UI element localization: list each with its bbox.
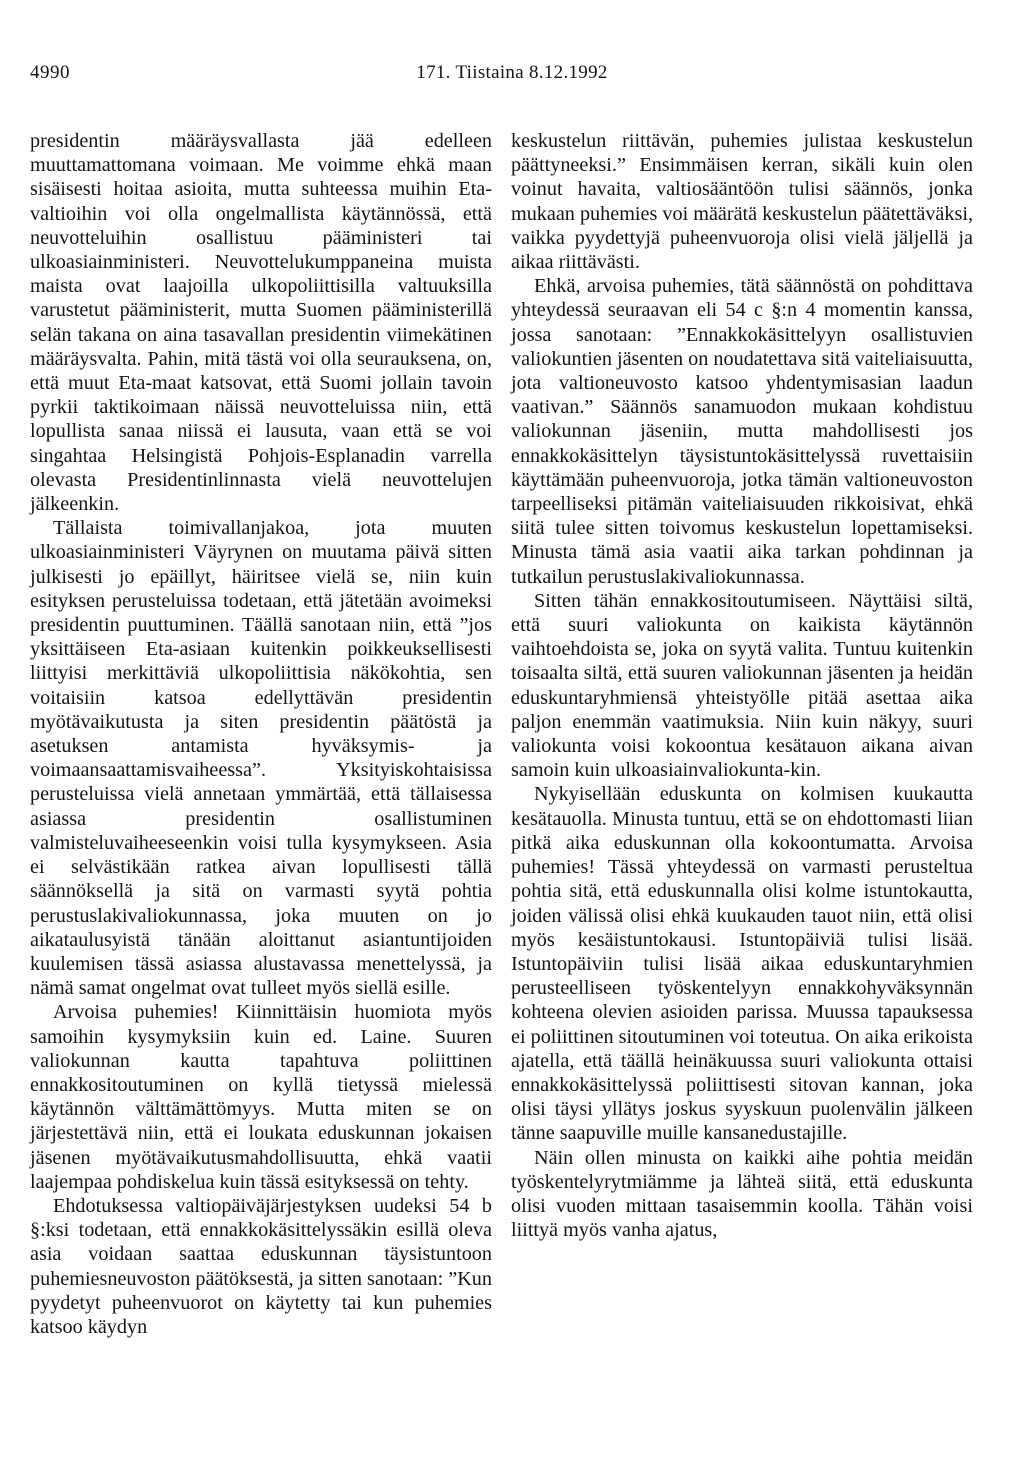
- paragraph: Sitten tähän ennakkositoutumiseen. Näyttäisi siltä, että suuri valiokunta on kaikista käytännön vaihtoehdoista se, joka on syytä valita. Tuntuu kuitenkin toisaalta siltä, että suuren valiokunnan jäsenten ja heidän eduskuntaryhmiensä yhteistyölle pitää asettaa aika paljon enemmän vaatimuksia. Niin kuin näkyy, suuri valiokunta voisi kokoontua kesätauon aikana aivan samoin kuin ulkoasiainvaliokunta-kin.: [511, 589, 973, 782]
- paragraph: Ehdotuksessa valtiopäiväjärjestyksen uudeksi 54 b §:ksi todetaan, että ennakkokäsittelyssäkin esillä oleva asia voidaan saattaa eduskunnan täysistuntoon puhemiesneuvoston päätöksestä, ja sitten sanotaan: ”Kun pyydetyt puheenvuorot on käytetty tai kun puhemies katsoo käydyn: [30, 1194, 492, 1338]
- paragraph: Nykyisellään eduskunta on kolmisen kuukautta kesätauolla. Minusta tuntuu, että se on ehdottomasti liian pitkä aika eduskunnan olla kokoontumatta. Arvoisa puhemies! Tässä yhteydessä on varmasti perusteltua pohtia sitä, että eduskunnalla olisi kolme istuntokautta, joiden välissä olisi ehkä kuukauden tauot niin, että olisi myös kesäistuntokausi. Istuntopäiviä tulisi lisää. Istuntopäiviin tulisi lisää aikaa eduskuntaryhmien perusteelliseen työskentelyyn ennakkohyväksynnän kohteena olevien asioiden parissa. Muussa tapauksessa ei poliittinen sitoutuminen voi toteutua. On aika erikoista ajatella, että täällä heinäkuussa suuri valiokunta ottaisi ennakkokäsittelyssä poliittisesti sitovan kannan, joka olisi täysi yllätys joskus syyskuun puolenvälin jälkeen tänne saapuville muille kansanedustajille.: [511, 783, 973, 1145]
- paragraph: keskustelun riittävän, puhemies julistaa keskustelun päättyneeksi.” Ensimmäisen kerran, sikäli kuin olen voinut havaita, valtiosääntöön tulisi säännös, jonka mukaan puhemies voi määrätä keskustelun päätettäväksi, vaikka pyydettyjä puheenvuoroja olisi vielä jäljellä ja aikaa riittävästi.: [511, 130, 973, 274]
- paragraph: Näin ollen minusta on kaikki aihe pohtia meidän työskentelyrytmiämme ja lähteä siitä, että eduskunta olisi vuoden mittaan tasaisemmin koolla. Tähän voisi liittyä myös vanha ajatus,: [511, 1146, 973, 1242]
- paragraph: Ehkä, arvoisa puhemies, tätä säännöstä on pohdittava yhteydessä seuraavan eli 54 c §:n 4 momentin kanssa, jossa sanotaan: ”Ennakkokäsittelyyn osallistuvien valiokuntien jäsenten on noudatettava sitä vaiteliaisuutta, jota valtioneuvosto katsoo yhdentymisasian laadun vaativan.” Säännös sanamuodon mukaan kohdistuu valiokunnan jäseniin, mutta mahdollisesti jos ennakkokäsittelyn täysistuntokäsittelyssä ruvettaisiin käyttämään puheenvuoroja, jotka tämän valtioneuvoston tarpeelliseksi pitämän vaiteliaisuuden rikkoisivat, ehkä siitä tulee sitten toivomus keskustelun lopettamiseksi. Minusta tämä asia vaatii aika tarkan pohdinnan ja tutkailun perustuslakivaliokunnassa.: [511, 275, 973, 588]
- paragraph: presidentin määräysvallasta jää edelleen muuttamattomana voimaan. Me voimme ehkä maan sisäisesti hoitaa asioita, mutta suhteessa muihin Eta-valtioihin voi olla ongelmallista käytännössä, että neuvotteluihin osallistuu pääministeri tai ulkoasiainministeri. Neuvottelukumppaneina muista maista ovat laajoilla ulkopoliittisilla valtuuksilla varustetut pääministerit, mutta Suomen pääministerillä selän takana on aina tasavallan presidentin viimekätinen määräysvalta. Pahin, mitä tästä voi olla seurauksena, on, että muut Eta-maat katsovat, että Suomi jollain tavoin pyrkii taktikoimaan näissä neuvotteluissa niin, että lopullista sanaa niissä ei lausuta, vaan että se voi singahtaa Helsingistä Pohjois-Esplanadin varrella olevasta Presidentinlinnasta vielä neuvottelujen jälkeenkin.: [30, 130, 492, 516]
- page-number: 4990: [30, 62, 70, 83]
- paragraph: Tällaista toimivallanjakoa, jota muuten ulkoasiainministeri Väyrynen on muutama päivä sitten julkisesti jo epäillyt, häiritsee vielä se, niin kuin esityksen perusteluissa todetaan, että jätetään avoimeksi presidentin puuttuminen. Täällä sanotaan niin, että ”jos yksittäiseen Eta-asiaan kuitenkin poikkeuksellisesti liittyisi merkittäviä ulkopoliittisia näkökohtia, sen voitaisiin katsoa edellyttävän presidentin myötävaikutusta ja siten presidentin päätöstä ja asetuksen antamista hyväksymis- ja voimaansaattamisvaiheessa”. Yksityiskohtaisissa perusteluissa vielä annetaan ymmärtää, että tällaisessa asiassa presidentin osallistuminen valmisteluvaiheeseenkin voisi tulla kysymykseen. Asia ei selvästikään ratkea aivan lopullisesti tällä säännöksellä ja sitä on varmasti syytä pohtia perustuslakivaliokunnassa, joka muuten on jo aikataulusyistä tänään aloittanut asiantuntijoiden kuulemisen tässä asiassa alustavassa menettelyssä, ja nämä samat ongelmat ovat tulleet myös siellä esille.: [30, 517, 492, 1000]
- paragraph: Arvoisa puhemies! Kiinnittäisin huomiota myös samoihin kysymyksiin kuin ed. Laine. Suuren valiokunnan kautta tapahtuva poliittinen ennakkositoutuminen on kyllä tietyssä mielessä käytännön välttämättömyys. Mutta miten se on järjestettävä niin, että ei loukata eduskunnan jokaisen jäsenen myötävaikutusmahdollisuutta, ehkä vaatii laajempaa pohdiskelua kuin tässä esityksessä on tehty.: [30, 1001, 492, 1193]
- running-head: 171. Tiistaina 8.12.1992: [416, 62, 608, 83]
- right-column: [511, 129, 973, 1242]
- left-column: [30, 129, 492, 1339]
